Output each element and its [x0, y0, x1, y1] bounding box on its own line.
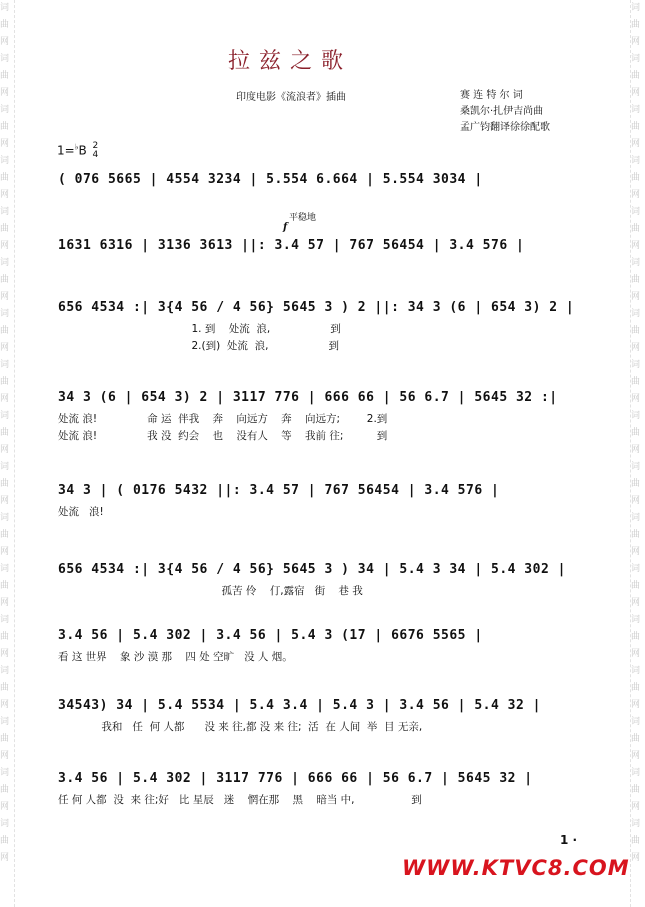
system-notes: 1631 6316 | 3136 3613 ||: 3.4 57 | 767 56454 | 3.4 576 | — [58, 238, 525, 253]
system-notes: 34543) 34 | 5.4 5534 | 5.4 3.4 | 5.4 3 | 3.4 56 | 5.4 32 | — [58, 698, 541, 713]
system-notes: 656 4534 :| 3{4 56 / 4 56} 5645 3 ) 2 ||: 34 3 (6 | 654 3) 2 | — [58, 300, 575, 315]
page-number: 1 · — [560, 833, 578, 847]
score-system-6 — [58, 562, 580, 598]
system-notes: ( 076 5665 | 4554 3234 | 5.554 6.664 | 5.554 3034 | — [58, 172, 483, 187]
system-notes: 34 3 | ( 0176 5432 ||: 3.4 57 | 767 56454 | 3.4 576 | — [58, 483, 500, 498]
lyric-line: 我和 任 何 人都 没 来 往,都 没 来 往; 活 在 人间 举 目 无亲, — [58, 721, 423, 733]
right-watermark-strip: 词曲网词曲网词曲网词曲网词曲网词曲网词曲网词曲网词曲网词曲网词曲网词曲网词曲网词曲网词曲网词曲网词曲网 — [630, 0, 645, 907]
system-notes: 3.4 56 | 5.4 302 | 3.4 56 | 5.4 3 (17 | 6676 5565 | — [58, 628, 483, 643]
system-notes: 34 3 (6 | 654 3) 2 | 3117 776 | 666 66 | 56 6.7 | 5645 32 :| — [58, 390, 558, 405]
key-signature — [57, 142, 98, 160]
left-watermark-strip: 词曲网词曲网词曲网词曲网词曲网词曲网词曲网词曲网词曲网词曲网词曲网词曲网词曲网词曲网词曲网词曲网词曲网 — [0, 0, 15, 907]
score-system-7 — [58, 628, 580, 664]
lyric-line: 1. 到 处流 浪, 到 — [58, 323, 341, 335]
score-system-1 — [58, 172, 580, 187]
key-note: B — [78, 143, 87, 158]
composer-credit: 桑凯尔·扎伊吉尚曲 — [460, 106, 544, 117]
lyric-line: 处流 浪! — [58, 506, 104, 518]
time-signature — [93, 142, 99, 160]
lyric-line: 任 何 人都 没 来 往;好 比 星辰 迷 惘在那 黑 暗当 中, 到 — [58, 794, 422, 806]
key-prefix: 1= — [57, 143, 75, 158]
flat-sign: ♭ — [74, 142, 79, 152]
dynamic-mark: f — [283, 222, 288, 233]
site-logo: WWW.KTVC8.COM — [402, 856, 630, 880]
tempo-mark: 平稳地 — [289, 213, 317, 223]
credits-block — [460, 88, 550, 136]
arranger-credit: 孟广钧翻译徐徐配歌 — [460, 122, 550, 133]
score-system-5 — [58, 483, 580, 519]
lyric-line: 处流 浪! 我 没 约会 也 没有人 等 我前 往; 到 — [58, 430, 388, 442]
time-signature-top: 2 — [92, 141, 99, 151]
score-system-3 — [58, 300, 580, 353]
score-system-8 — [58, 698, 580, 734]
system-notes: 3.4 56 | 5.4 302 | 3117 776 | 666 66 | 56 6.7 | 5645 32 | — [58, 771, 533, 786]
time-signature-bottom: 4 — [92, 150, 99, 160]
lyricist-credit: 赛 连 特 尔 词 — [460, 90, 523, 101]
score-system-9 — [58, 771, 580, 807]
song-subtitle: 印度电影《流浪者》插曲 — [236, 92, 346, 103]
system-notes: 656 4534 :| 3{4 56 / 4 56} 5645 3 ) 34 | 5.4 3 34 | 5.4 302 | — [58, 562, 566, 577]
score-system-4 — [58, 390, 580, 443]
song-title: 拉兹之歌 — [227, 49, 352, 74]
lyric-line: 孤苦 伶 仃,露宿 街 巷 我 — [58, 585, 363, 597]
lyric-line: 2.(到) 处流 浪, 到 — [58, 340, 339, 352]
lyric-line: 处流 浪! 命 运 伴我 奔 向远方 奔 向远方; 2.到 — [58, 413, 388, 425]
score-system-2 — [58, 238, 580, 253]
lyric-line: 看 这 世界 象 沙 漠 那 四 处 空旷 没 人 烟。 — [58, 651, 293, 663]
